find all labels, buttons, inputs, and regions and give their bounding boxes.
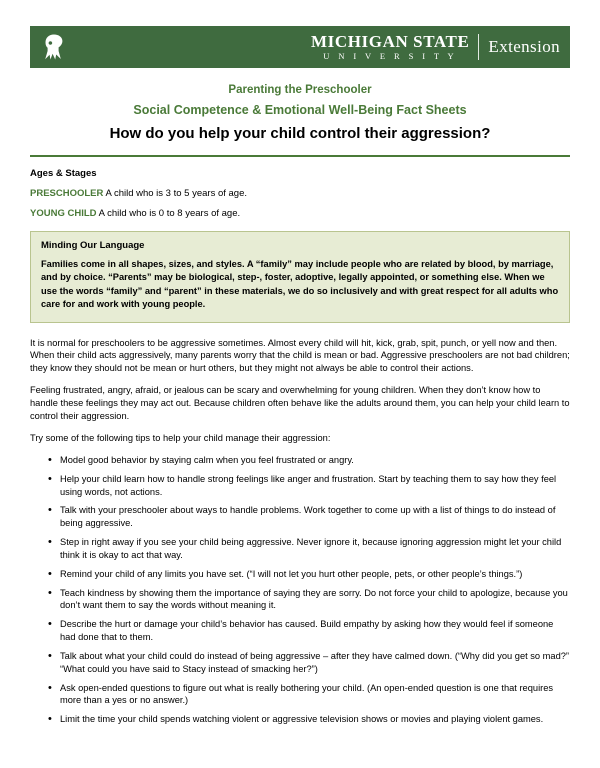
list-item: • Teach kindness by showing them the importance of saying they are sorry. Do not force your child to apologize, because you don’t want them to say the words without meaning it.	[48, 587, 570, 613]
msu-wordmark	[311, 33, 469, 61]
list-item: • Describe the hurt or damage your child’s behavior has caused. Build empathy by asking how they would feel if someone had done that to them.	[48, 618, 570, 644]
paragraph: Feeling frustrated, angry, afraid, or jealous can be scary and overwhelming for young children. When they don’t know how to handle these feelings they may act out. Because children often behave like the adults around them, you can help your child learn to control their aggression.	[30, 385, 570, 421]
page-title: How do you help your child control their aggression?	[109, 125, 491, 142]
list-item: • Limit the time your child spends watching violent or aggressive television shows or movies and playing violent games.	[48, 713, 570, 726]
minding-our-language-callout	[30, 231, 570, 323]
paragraph: It is normal for preschoolers to be aggressive sometimes. Almost every child will hit, kick, grab, spit, punch, or yell now and then. When their child acts aggressively, many parents worry that the child is mean or bad. Aggressive preschoolers are not bad children; they know they should not be mean or hurt others, but they might not always be able to control their actions.	[30, 337, 570, 374]
brand-line1: MICHIGAN STATE	[310, 32, 470, 52]
ages-and-stages-section	[30, 168, 570, 221]
ages-row	[30, 188, 570, 200]
paragraph: Try some of the following tips to help your child manage their aggression:	[30, 433, 331, 444]
list-item: • Help your child learn how to handle strong feelings like anger and frustration. Start by teaching them to say how they feel using words, not actions.	[48, 473, 570, 499]
series-title: Parenting the Preschooler	[228, 84, 372, 96]
ages-row	[30, 208, 570, 220]
ages-term: YOUNG CHILD	[30, 208, 97, 220]
tips-list	[30, 454, 570, 726]
list-item: • Model good behavior by staying calm when you feel frustrated or angry.	[48, 454, 570, 467]
header-divider	[30, 155, 570, 157]
list-item: • Talk about what your child could do instead of being aggressive – after they have calmed down. (“Why did you get so mad?” “What could you have said to Stacy instead of smacking her?”)	[48, 650, 570, 676]
callout-title: Minding Our Language	[41, 239, 145, 251]
brand-unit: Extension	[488, 37, 560, 56]
ages-definition: A child who is 3 to 5 years of age.	[103, 188, 248, 199]
brand-line2: U N I V E R S I T Y	[323, 51, 458, 62]
spartan-helmet-icon	[44, 34, 64, 60]
callout-body: Families come in all shapes, sizes, and styles. A “family” may include people who are related by blood, by marriage, and by choice. “Parents” may be biological, step-, foster, adoptive, legally appointed, or something else. When we use the words “family” and “parent” in these materials, we do so inclusively and with great respect for all adults who care for and work with young people.	[41, 258, 559, 310]
list-item: • Remind your child of any limits you have set. (“I will not let you hurt other people, pets, or other people’s things.”)	[48, 568, 570, 581]
title-block	[30, 84, 570, 142]
list-item: • Step in right away if you see your child being aggressive. Never ignore it, because ignoring aggression might let your child think it is okay to act that way.	[48, 536, 570, 562]
list-item: • Ask open-ended questions to figure out what is really bothering your child. (An open-ended question is one that requires more than a yes or no answer.)	[48, 682, 570, 708]
list-item: • Talk with your preschooler about ways to handle problems. Work together to come up with a list of things to do instead of being aggressive.	[48, 504, 570, 530]
brand-lockup	[311, 33, 560, 61]
brand-divider	[478, 34, 479, 60]
ages-definition: A child who is 0 to 8 years of age.	[96, 208, 241, 220]
subtitle: Social Competence & Emotional Well-Being Fact Sheets	[133, 103, 467, 117]
ages-term: PRESCHOOLER	[30, 188, 104, 199]
masthead-banner	[30, 26, 570, 68]
article-body	[30, 337, 570, 726]
ages-and-stages-heading: Ages & Stages	[30, 168, 97, 179]
